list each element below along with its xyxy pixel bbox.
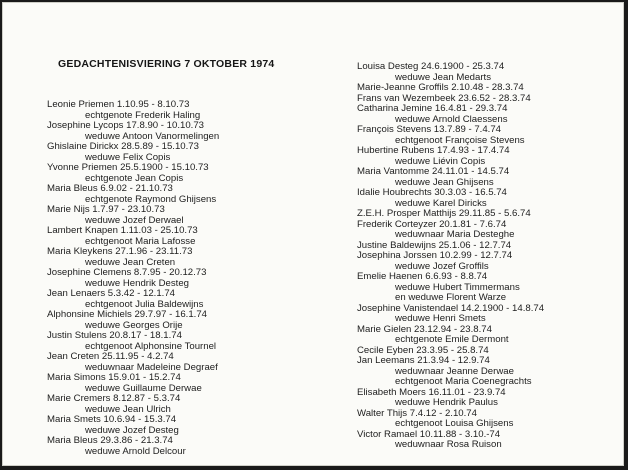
deceased-entry: Maria Simons 15.9.01 - 15.2.74 [47, 372, 181, 383]
deceased-entry: Marie Cremers 8.12.87 - 5.3.74 [47, 393, 181, 404]
relation-line: weduwe Karel Diricks [395, 197, 487, 209]
deceased-entry: Ghislaine Dirickx 28.5.89 - 15.10.73 [47, 141, 199, 152]
deceased-entry: Hubertine Rubens 17.4.93 - 17.4.74 [357, 145, 510, 156]
deceased-entry: Marie Gielen 23.12.94 - 23.8.74 [357, 323, 492, 335]
relation-line: weduwe Jean Medarts [395, 71, 491, 83]
relation-line: en weduwe Florent Warze [395, 292, 507, 303]
relation-line: weduwnaar Madeleine Degraef [85, 361, 218, 373]
relation-line: weduwe Henri Smets [395, 313, 486, 324]
relation-line: weduwe Arnold Delcour [85, 445, 186, 457]
relation-line: weduwe Georges Orije [85, 319, 183, 331]
deceased-entry: Z.E.H. Prosper Matthijs 29.11.85 - 5.6.74 [357, 208, 531, 219]
relation-line: echtgenoot Louisa Ghijsens [395, 418, 514, 429]
deceased-entry: Maria Kleykens 27.1.96 - 23.11.73 [47, 246, 193, 257]
relation-line: echtgenoot Maria Lafosse [85, 235, 196, 247]
deceased-entry: Emelie Haenen 6.6.93 - 8.8.74 [357, 271, 488, 282]
relation-line: weduwe Liévin Copis [395, 155, 486, 167]
relation-line: weduwe Jean Ghijsens [395, 176, 494, 188]
deceased-entry: Jean Lenaers 5.3.42 - 12.1.74 [47, 288, 176, 299]
left-name-list [47, 100, 347, 457]
deceased-entry: Josephina Jorssen 10.2.99 - 12.7.74 [357, 250, 513, 261]
relation-line: weduwe Hendrik Paulus [395, 397, 498, 408]
deceased-entry: Cecile Eyben 23.3.95 - 25.8.74 [357, 344, 489, 356]
relation-line: weduwe Antoon Vanormelingen [85, 130, 220, 142]
relation-line: weduwe Hendrik Desteg [85, 277, 189, 289]
deceased-entry: Catharina Jemine 16.4.81 - 29.3.74 [357, 103, 508, 114]
relation-line: weduwe Jean Creten [85, 256, 176, 268]
deceased-entry: François Stevens 13.7.89 - 7.4.74 [357, 124, 501, 135]
relation-line: weduwe Jozef Desteg [85, 424, 179, 436]
deceased-entry: Jan Leemans 21.3.94 - 12.9.74 [357, 355, 490, 366]
deceased-entry: Josephine Lycops 17.8.90 - 10.10.73 [47, 120, 204, 131]
deceased-entry: Idalie Houbrechts 30.3.03 - 16.5.74 [357, 187, 507, 198]
deceased-entry: Justine Baldewijns 25.1.06 - 12.7.74 [357, 239, 512, 251]
deceased-entry: Marie-Jeanne Groffils 2.10.48 - 28.3.74 [357, 82, 524, 93]
relation-line: echtgenote Frederik Haling [85, 109, 201, 121]
deceased-entry: Josephine Clemens 8.7.95 - 20.12.73 [47, 267, 207, 278]
deceased-entry: Frederik Corteyzer 20.1.81 - 7.6.74 [357, 218, 507, 230]
relation-line: weduwe Guillaume Derwae [85, 382, 202, 394]
relation-line: weduwe Felix Copis [85, 151, 171, 163]
deceased-entry: Walter Thijs 7.4.12 - 2.10.74 [357, 407, 477, 419]
deceased-entry: Frans van Wezembeek 23.6.52 - 28.3.74 [357, 92, 531, 104]
deceased-entry: Victor Ramael 10.11.88 - 3.10.-74 [357, 428, 501, 440]
deceased-entry: Leonie Priemen 1.10.95 - 8.10.73 [47, 99, 190, 110]
deceased-entry: Justin Stulens 20.8.17 - 18.1.74 [47, 330, 182, 341]
memorial-card [2, 2, 624, 466]
deceased-entry: Yvonne Priemen 25.5.1900 - 15.10.73 [47, 162, 209, 173]
relation-line: weduwe Jozef Derwael [85, 214, 184, 226]
relation-line: echtgenoot Julia Baldewijns [85, 298, 204, 310]
relation-line: weduwe Jozef Groffils [395, 260, 489, 272]
deceased-entry: Maria Vantomme 24.11.01 - 14.5.74 [357, 166, 510, 177]
deceased-entry: Marie Nijs 1.7.97 - 23.10.73 [47, 204, 165, 215]
deceased-entry: Jean Creten 25.11.95 - 4.2.74 [47, 351, 174, 362]
right-name-list [357, 62, 623, 451]
deceased-entry: Lambert Knapen 1.11.03 - 25.10.73 [47, 225, 198, 236]
relation-line: weduwe Hubert Timmermans [395, 281, 520, 293]
document-title: GEDACHTENISVIERING 7 OKTOBER 1974 [58, 58, 275, 70]
deceased-entry: Josephine Vanistendael 14.2.1900 - 14.8.74 [357, 302, 545, 314]
relation-line: echtgenote Jean Copis [85, 172, 184, 184]
relation-line: echtgenote Raymond Ghijsens [85, 193, 217, 205]
relation-line: weduwnaar Jeanne Derwae [395, 365, 514, 377]
relation-line: weduwe Arnold Claessens [395, 113, 508, 125]
relation-line: echtgenoot Françoise Stevens [395, 134, 525, 146]
deceased-entry: Elisabeth Moers 16.11.01 - 23.9.74 [357, 386, 506, 398]
deceased-entry: Louisa Desteg 24.6.1900 - 25.3.74 [357, 61, 505, 72]
deceased-entry: Maria Bleus 29.3.86 - 21.3.74 [47, 435, 173, 446]
relation-line: echtgenote Emile Dermont [395, 334, 509, 345]
relation-line: echtgenoot Maria Coenegrachts [395, 376, 532, 387]
relation-line: echtgenoot Alphonsine Tournel [85, 340, 217, 352]
deceased-entry: Alphonsine Michiels 29.7.97 - 16.1.74 [47, 309, 207, 320]
relation-line: weduwe Jean Ulrich [85, 403, 171, 415]
deceased-entry: Maria Bleus 6.9.02 - 21.10.73 [47, 183, 173, 194]
relation-line: weduwnaar Maria Desteghe [395, 229, 515, 240]
relation-line: weduwnaar Rosa Ruison [395, 439, 502, 450]
deceased-entry: Maria Smets 10.6.94 - 15.3.74 [47, 414, 177, 425]
